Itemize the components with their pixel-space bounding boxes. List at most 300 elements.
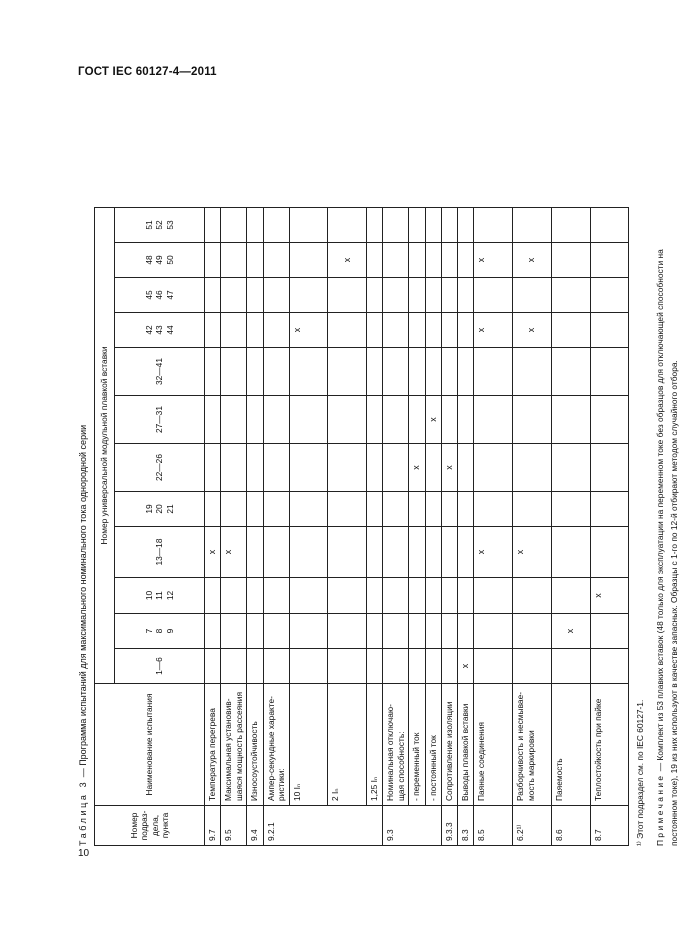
mark-cell [383,243,409,278]
mark-cell [367,578,383,614]
test-name-cell [328,684,367,806]
mark-cell [551,649,590,684]
mark-cell [551,243,590,278]
mark-cell [247,614,263,649]
mark-cell [328,614,367,649]
mark-cell [425,527,441,578]
mark-cell [474,208,513,243]
sample-number: 1—6 [154,657,165,675]
test-mark: x [476,549,487,555]
mark-cell [367,614,383,649]
test-mark: x [341,257,352,263]
mark-cell [289,527,328,578]
mark-cell [590,313,629,348]
test-name-column-header: Наименование испытания [95,684,205,806]
mark-cell [590,348,629,396]
mark-cell [383,578,409,614]
mark-cell [328,444,367,492]
test-mark: x [515,549,525,555]
mark-cell [205,614,221,649]
mark-cell [551,527,590,578]
mark-cell [247,278,263,313]
mark-cell [425,492,441,527]
mark-cell [263,649,289,684]
mark-cell [221,578,247,614]
test-mark: x [476,257,487,263]
sample-column-header [115,492,205,527]
mark-cell [367,492,383,527]
empty-slot [576,618,587,644]
sample-number: 49 [154,255,165,265]
sample-number: 9 [164,628,175,634]
mark-cell [383,492,409,527]
test-name-line: 10 Iₙ [291,783,302,801]
mark-cell [247,649,263,684]
mark-cell [383,278,409,313]
empty-slot [353,247,364,273]
sample-number: 45 [143,290,154,300]
mark-cell [383,313,409,348]
mark-cell [383,348,409,396]
mark-cell [263,527,289,578]
table-row [289,208,328,846]
mark-cell [205,492,221,527]
test-name-line: Сопротивление изоляции [443,701,454,801]
mark-cell [590,444,629,492]
mark-cell [263,578,289,614]
mark-cell [205,348,221,396]
clause-cell: 8.6 [551,806,590,846]
sample-number: 47 [164,290,175,300]
mark-cell [221,243,247,278]
mark-cell [513,278,552,313]
test-name-line: Максимальная установив- [223,698,234,801]
mark-cell [247,208,263,243]
note-label: Примечание [655,773,665,846]
mark-cell [328,649,367,684]
mark-cell [263,614,289,649]
empty-slot [499,247,510,273]
sample-number: 20 [154,504,165,514]
table-row [551,208,590,846]
mark-cell [474,396,513,444]
sample-number: 46 [154,290,165,300]
mark-cell [383,527,409,578]
table-row [383,208,409,846]
mark-cell [441,208,457,243]
empty-slot [369,531,380,573]
clause-header-line: дела, [149,814,160,837]
mark-cell [289,492,328,527]
test-name-cell [458,684,474,806]
mark-cell [590,243,629,278]
empty-slot [303,317,314,343]
clause-column-header [95,806,205,846]
empty-slot [515,317,526,343]
table-row [247,208,263,846]
mark-cell [409,527,425,578]
mark-cell [289,208,328,243]
sample-number: 50 [164,255,175,265]
table-row [221,208,247,846]
mark-cell [474,614,513,649]
test-name-cell [513,684,552,806]
mark-cell [383,208,409,243]
sample-column-header [115,527,205,578]
mark-cell [513,578,552,614]
sample-column-header [115,578,205,614]
mark-cell [367,278,383,313]
mark-cell [247,348,263,396]
sample-column-header [115,278,205,313]
sample-number: 22—26 [154,454,165,482]
sample-number: 21 [164,504,175,514]
mark-cell [221,444,247,492]
mark-cell [551,444,590,492]
empty-slot [538,317,549,343]
mark-cell [221,396,247,444]
mark-cell [205,527,221,578]
sample-column-header [115,348,205,396]
mark-cell [247,396,263,444]
test-mark: x [207,549,217,555]
test-name-line: Паяемость [553,758,564,801]
mark-cell [205,243,221,278]
mark-cell [289,444,328,492]
test-name-cell [590,684,629,806]
mark-cell [458,278,474,313]
sample-number: 19 [143,504,154,514]
table-row [474,208,513,846]
sample-number: 43 [154,325,165,335]
mark-cell [383,396,409,444]
test-name-line: Износоустойчивость [249,721,260,801]
mark-cell [263,492,289,527]
clause-cell [328,806,367,846]
empty-slot [249,531,260,573]
mark-cell [474,348,513,396]
mark-cell [513,313,552,348]
mark-cell [409,444,425,492]
clause-header-line: подраз- [139,810,149,841]
mark-cell [247,444,263,492]
test-mark: x [476,327,487,333]
mark-cell [221,614,247,649]
mark-cell [289,614,328,649]
test-mark: x [443,465,454,470]
mark-cell [513,396,552,444]
mark-cell [409,396,425,444]
test-mark: x [526,257,537,263]
clause-cell: 9.2.1 [263,806,289,846]
sample-column-header [115,649,205,684]
test-mark: x [411,465,422,470]
test-mark: x [565,628,575,634]
mark-cell [328,578,367,614]
mark-cell [328,243,367,278]
mark-cell [441,313,457,348]
mark-cell [367,348,383,396]
test-name-line: мость маркировки [525,730,536,801]
empty-slot [554,618,565,644]
mark-cell [590,614,629,649]
mark-cell [367,243,383,278]
sample-number-group-header: Номер универсальной модульной плавкой вставки [95,208,115,684]
mark-cell [458,313,474,348]
mark-cell [263,313,289,348]
empty-slot [314,317,325,343]
mark-cell [409,578,425,614]
mark-cell [458,444,474,492]
mark-cell [328,396,367,444]
test-name-line: - постоянный ток [427,735,438,801]
clause-cell: 8.7 [590,806,629,846]
mark-cell [205,313,221,348]
mark-cell [458,578,474,614]
test-mark: x [460,663,470,669]
table-caption [78,425,88,846]
sample-number: 7 [143,628,154,634]
empty-slot [499,317,510,343]
mark-cell [590,278,629,313]
mark-cell [247,313,263,348]
mark-cell [425,313,441,348]
sample-column-header [115,313,205,348]
mark-cell [441,348,457,396]
clause-cell [409,806,425,846]
sample-column-header [115,208,205,243]
mark-cell [328,313,367,348]
mark-cell [221,313,247,348]
mark-cell [263,243,289,278]
table-row [458,208,474,846]
mark-cell [367,208,383,243]
mark-cell [551,492,590,527]
mark-cell [328,492,367,527]
table-row [425,208,441,846]
test-mark: x [223,549,234,555]
sample-number: 12 [164,590,175,601]
mark-cell [441,444,457,492]
mark-cell [367,444,383,492]
note-line-2: постоянном токе), 19 из них используют в качестве запасных. Образцы с 1-го по 12-й отбирают методом случайного отбора. [669,360,679,846]
test-name-cell [409,684,425,806]
mark-cell [205,396,221,444]
mark-cell [367,527,383,578]
test-mark: x [427,417,438,422]
table-row [263,208,289,846]
mark-cell [590,578,629,614]
table-caption-text: — Программа испытаний для максимального номинального тока однородной серии [78,424,88,780]
clause-cell [425,806,441,846]
clause-cell: 8.5 [474,806,513,846]
test-name-line: Паяные соединения [476,722,487,801]
mark-cell [425,578,441,614]
clause-cell: 9.3.3 [441,806,457,846]
mark-cell [383,614,409,649]
mark-cell [474,313,513,348]
mark-cell [221,492,247,527]
mark-cell [551,396,590,444]
sample-number: 44 [164,325,175,335]
test-name-cell [221,684,247,806]
test-name-line: щая способность: [395,731,406,801]
test-mark: x [291,327,302,333]
test-name-cell [205,684,221,806]
sample-number: 8 [154,628,165,634]
table-row [513,208,552,846]
mark-cell [383,444,409,492]
test-name-line: Ампер-секундные характе- [265,696,276,801]
mark-cell [205,578,221,614]
mark-cell [289,243,328,278]
test-name-line: Теплостойкость при пайке [592,698,603,801]
mark-cell [263,396,289,444]
test-name-line: Разборчивость и несмывае- [515,691,525,801]
test-name-cell [551,684,590,806]
mark-cell [247,243,263,278]
mark-cell [289,649,328,684]
note-line-1 [655,249,665,846]
mark-cell [513,649,552,684]
mark-cell [590,492,629,527]
mark-cell [458,243,474,278]
mark-cell [513,444,552,492]
table-row [367,208,383,846]
mark-cell [458,396,474,444]
test-name-cell [441,684,457,806]
sample-number: 32—41 [154,358,165,386]
mark-cell [551,208,590,243]
clause-cell [367,806,383,846]
mark-cell [409,614,425,649]
table-header-row [95,208,115,846]
mark-cell [367,649,383,684]
sample-number: 53 [164,220,175,230]
empty-slot [444,400,455,439]
mark-cell [367,396,383,444]
mark-cell [441,243,457,278]
mark-cell [367,313,383,348]
mark-cell [289,278,328,313]
mark-cell [221,278,247,313]
mark-cell [441,527,457,578]
clause-cell: 9.4 [247,806,263,846]
clause-cell [289,806,328,846]
table-row [590,208,629,846]
mark-cell [289,396,328,444]
test-name-cell [263,684,289,806]
sample-number: 11 [154,591,165,600]
clause-cell: 9.3 [383,806,409,846]
mark-cell [425,396,441,444]
table-caption-label: Таблица 3 [78,779,88,846]
empty-slot [488,247,499,273]
mark-cell [458,492,474,527]
footnote: ¹⁾ Этот подраздел см. по IEC 60127-1. [635,699,645,846]
mark-cell [289,313,328,348]
mark-cell [425,208,441,243]
mark-cell [425,243,441,278]
sample-column-header [115,396,205,444]
mark-cell [513,527,552,578]
mark-cell [425,614,441,649]
mark-cell [205,208,221,243]
sample-column-header [115,444,205,492]
mark-cell [474,243,513,278]
test-name-line: шаяся мощность рассеяния [233,692,244,801]
clause-cell: 9.7 [205,806,221,846]
test-name-cell [247,684,263,806]
page-number: 10 [78,848,90,859]
mark-cell [221,527,247,578]
mark-cell [263,208,289,243]
mark-cell [474,492,513,527]
mark-cell [409,649,425,684]
mark-cell [409,243,425,278]
mark-cell [205,649,221,684]
empty-slot [538,247,549,273]
mark-cell [441,278,457,313]
test-name-cell [425,684,441,806]
clause-cell: 6.2¹⁾ [513,806,552,846]
test-name-cell [383,684,409,806]
empty-slot [330,247,341,273]
mark-cell [474,444,513,492]
mark-cell [221,649,247,684]
test-name-line: 2 Iₙ [330,788,341,801]
sample-number: 52 [154,220,165,230]
mark-cell [205,444,221,492]
mark-cell [441,492,457,527]
test-name-cell [289,684,328,806]
empty-slot [604,582,615,609]
mark-cell [263,348,289,396]
test-name-line: Выводы плавкой вставки [460,703,470,801]
mark-cell [409,278,425,313]
mark-cell [513,208,552,243]
mark-cell [263,278,289,313]
mark-cell [425,348,441,396]
mark-cell [513,614,552,649]
test-name-line: ристики: [276,768,286,801]
clause-header-line: Номер [128,812,139,839]
mark-cell [441,396,457,444]
mark-cell [263,444,289,492]
mark-cell [474,578,513,614]
mark-cell [425,649,441,684]
table-row [409,208,425,846]
mark-cell [409,492,425,527]
sample-number: 13—18 [154,538,165,566]
table-row [328,208,367,846]
test-program-table [94,207,629,846]
clause-header-line: пункта [160,812,170,839]
mark-cell [425,444,441,492]
test-name-line: - переменный ток [411,732,422,801]
mark-cell [328,278,367,313]
document-header: ГОСТ IEC 60127-4—2011 [78,66,217,78]
mark-cell [328,208,367,243]
empty-slot [488,317,499,343]
mark-cell [590,396,629,444]
test-name-line: Номинальная отключаю- [385,704,396,801]
empty-slot [615,582,626,609]
mark-cell [590,527,629,578]
mark-cell [551,278,590,313]
test-mark: x [526,327,537,333]
mark-cell [551,614,590,649]
